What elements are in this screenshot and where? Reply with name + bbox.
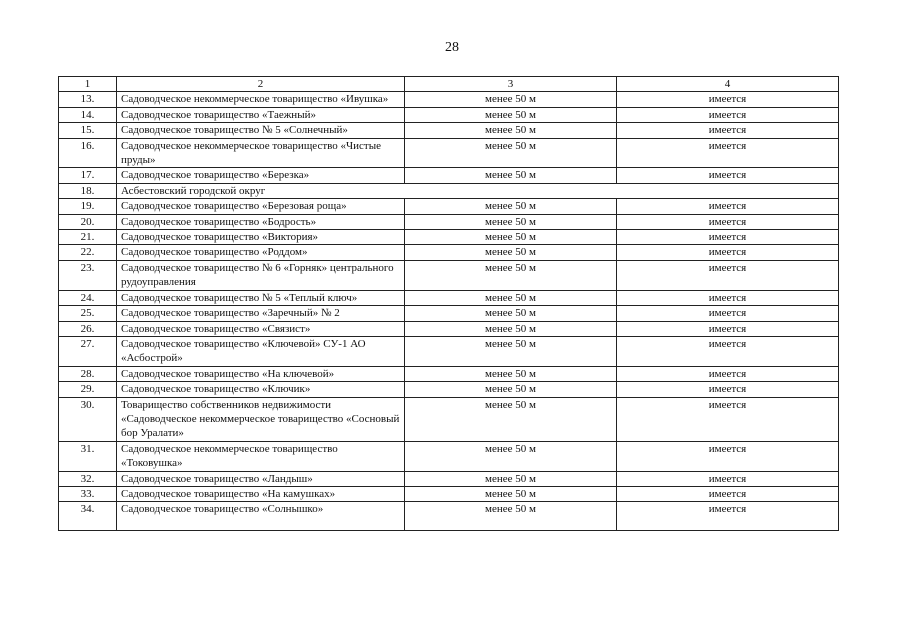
availability-cell: имеется (617, 199, 839, 214)
name-cell: Садоводческое товарищество «Солнышко» (117, 502, 405, 531)
row-number-cell: 27. (59, 336, 117, 366)
name-cell: Садоводческое товарищество № 5 «Теплый ключ» (117, 290, 405, 305)
row-number-cell: 19. (59, 199, 117, 214)
table-row (59, 214, 839, 229)
name-cell: Садоводческое товарищество № 5 «Солнечный» (117, 123, 405, 138)
name-cell: Садоводческое некоммерческое товарищество «Чистые пруды» (117, 138, 405, 168)
distance-cell: менее 50 м (405, 336, 617, 366)
row-number-cell: 20. (59, 214, 117, 229)
row-number-cell: 28. (59, 366, 117, 381)
distance-cell: менее 50 м (405, 138, 617, 168)
table-row (59, 230, 839, 245)
table-row (59, 199, 839, 214)
table-row (59, 397, 839, 441)
availability-cell: имеется (617, 321, 839, 336)
distance-cell: менее 50 м (405, 230, 617, 245)
table-row (59, 502, 839, 531)
availability-cell: имеется (617, 306, 839, 321)
name-cell: Садоводческое товарищество «Ключевой» СУ-1 АО «Асбострой» (117, 336, 405, 366)
table-row (59, 382, 839, 397)
availability-cell: имеется (617, 382, 839, 397)
name-cell: Товарищество собственников недвижимости «Садоводческое некоммерческое товарищество «Сосновый бор Уралати» (117, 397, 405, 441)
section-heading-cell: Асбестовский городской округ (117, 183, 839, 198)
availability-cell: имеется (617, 245, 839, 260)
row-number-cell: 30. (59, 397, 117, 441)
row-number-cell: 14. (59, 107, 117, 122)
availability-cell: имеется (617, 214, 839, 229)
availability-cell: имеется (617, 486, 839, 501)
availability-cell: имеется (617, 230, 839, 245)
table-row (59, 441, 839, 471)
row-number-cell: 23. (59, 260, 117, 290)
row-number-cell: 25. (59, 306, 117, 321)
name-cell: Садоводческое товарищество «Виктория» (117, 230, 405, 245)
row-number-cell: 21. (59, 230, 117, 245)
availability-cell: имеется (617, 366, 839, 381)
availability-cell: имеется (617, 168, 839, 183)
row-number-cell: 13. (59, 92, 117, 107)
table-row (59, 366, 839, 381)
table-row (59, 92, 839, 107)
row-number-cell: 32. (59, 471, 117, 486)
table-row (59, 290, 839, 305)
name-cell: Садоводческое товарищество «Березка» (117, 168, 405, 183)
distance-cell: менее 50 м (405, 214, 617, 229)
row-number-cell: 22. (59, 245, 117, 260)
distance-cell: менее 50 м (405, 107, 617, 122)
table-row (59, 138, 839, 168)
table-row (59, 336, 839, 366)
row-number-cell: 33. (59, 486, 117, 501)
availability-cell: имеется (617, 138, 839, 168)
name-cell: Садоводческое некоммерческое товарищество «Токовушка» (117, 441, 405, 471)
table-body (59, 77, 839, 531)
table-row (59, 245, 839, 260)
name-cell: Садоводческое некоммерческое товарищество «Ивушка» (117, 92, 405, 107)
table-row (59, 321, 839, 336)
row-number-cell: 29. (59, 382, 117, 397)
table-row (59, 183, 839, 198)
table-row (59, 471, 839, 486)
distance-cell: менее 50 м (405, 382, 617, 397)
availability-cell: имеется (617, 502, 839, 531)
header-col-2: 2 (117, 77, 405, 92)
row-number-cell: 24. (59, 290, 117, 305)
name-cell: Садоводческое товарищество «Таежный» (117, 107, 405, 122)
distance-cell: менее 50 м (405, 199, 617, 214)
row-number-cell: 34. (59, 502, 117, 531)
table-row (59, 260, 839, 290)
row-number-cell: 15. (59, 123, 117, 138)
name-cell: Садоводческое товарищество «Роддом» (117, 245, 405, 260)
name-cell: Садоводческое товарищество «Заречный» № 2 (117, 306, 405, 321)
distance-cell: менее 50 м (405, 397, 617, 441)
availability-cell: имеется (617, 397, 839, 441)
distance-cell: менее 50 м (405, 168, 617, 183)
availability-cell: имеется (617, 123, 839, 138)
header-col-3: 3 (405, 77, 617, 92)
row-number-cell: 31. (59, 441, 117, 471)
availability-cell: имеется (617, 260, 839, 290)
availability-cell: имеется (617, 92, 839, 107)
distance-cell: менее 50 м (405, 306, 617, 321)
distance-cell: менее 50 м (405, 290, 617, 305)
distance-cell: менее 50 м (405, 366, 617, 381)
table-row (59, 306, 839, 321)
table-header-row (59, 77, 839, 92)
name-cell: Садоводческое товарищество № 6 «Горняк» центрального рудоуправления (117, 260, 405, 290)
distance-cell: менее 50 м (405, 441, 617, 471)
name-cell: Садоводческое товарищество «Связист» (117, 321, 405, 336)
header-col-4: 4 (617, 77, 839, 92)
name-cell: Садоводческое товарищество «Бодрость» (117, 214, 405, 229)
table-row (59, 107, 839, 122)
distance-cell: менее 50 м (405, 471, 617, 486)
distance-cell: менее 50 м (405, 502, 617, 531)
name-cell: Садоводческое товарищество «Ландыш» (117, 471, 405, 486)
name-cell: Садоводческое товарищество «На камушках» (117, 486, 405, 501)
header-col-1: 1 (59, 77, 117, 92)
settlements-table (58, 76, 839, 531)
distance-cell: менее 50 м (405, 245, 617, 260)
distance-cell: менее 50 м (405, 321, 617, 336)
availability-cell: имеется (617, 441, 839, 471)
name-cell: Садоводческое товарищество «Березовая роща» (117, 199, 405, 214)
availability-cell: имеется (617, 336, 839, 366)
availability-cell: имеется (617, 471, 839, 486)
page-number: 28 (445, 40, 459, 55)
table-row (59, 486, 839, 501)
row-number-cell: 18. (59, 183, 117, 198)
distance-cell: менее 50 м (405, 486, 617, 501)
name-cell: Садоводческое товарищество «Ключик» (117, 382, 405, 397)
table-row (59, 123, 839, 138)
availability-cell: имеется (617, 290, 839, 305)
availability-cell: имеется (617, 107, 839, 122)
name-cell: Садоводческое товарищество «На ключевой» (117, 366, 405, 381)
table-row (59, 168, 839, 183)
distance-cell: менее 50 м (405, 123, 617, 138)
row-number-cell: 16. (59, 138, 117, 168)
row-number-cell: 17. (59, 168, 117, 183)
row-number-cell: 26. (59, 321, 117, 336)
distance-cell: менее 50 м (405, 92, 617, 107)
distance-cell: менее 50 м (405, 260, 617, 290)
